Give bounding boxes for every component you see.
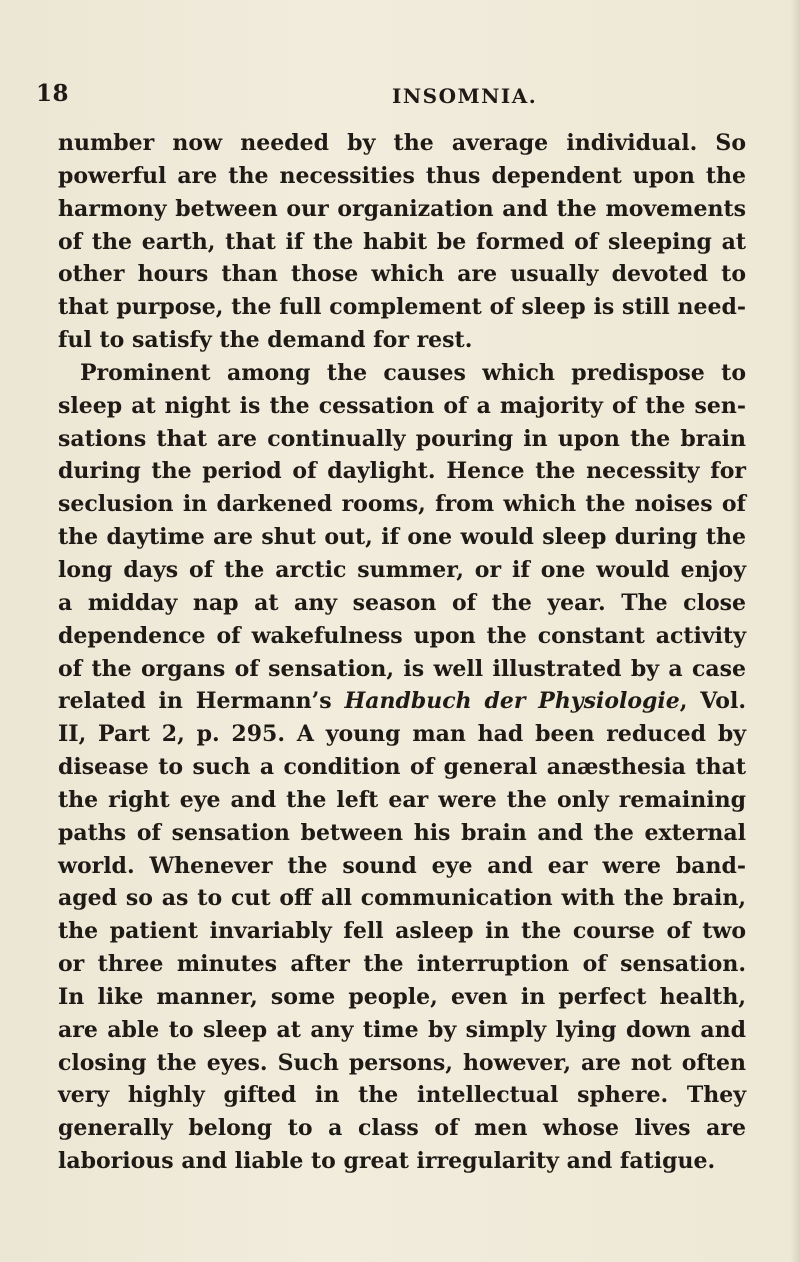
text-line: or three minutes after the interruption of sensation. [58,951,746,978]
text-line: number now needed by the average individual. So [58,130,746,156]
text-line: closing the eyes. Such persons, however, are not often [58,1049,746,1076]
page-edge-shadow [790,0,800,1262]
citation-lead: related in Hermann’s [58,688,345,715]
text-line: long days of the arctic summer, or if one would enjoy [58,556,746,583]
text-line: II, Part 2, p. 295. A young man had been reduced by [58,721,746,748]
text-line: very highly gifted in the intellectual sphere. They [58,1082,746,1109]
paragraph-start-line: Prominent among the causes which predispose to [80,359,746,386]
text-line: disease to such a condition of general anæsthesia that [58,754,746,781]
text-line: generally belong to a class of men whose lives are [58,1115,746,1142]
body-text [58,127,746,1178]
text-line: other hours than those which are usually devoted to [58,261,746,288]
text-line: a midday nap at any season of the year. The close [58,589,746,616]
page-number: 18 [36,80,70,107]
text-line: ful to satisfy the demand for rest. [58,327,473,354]
text-line: of the earth, that if the habit be formed of sleeping at [58,228,746,255]
citation-volume: , Vol. [679,688,746,715]
text-line: aged so as to cut off all communication with the brain, [58,885,746,912]
running-title: INSOMNIA. [392,84,538,108]
book-title-italic: Handbuch der Physiologie [344,688,680,715]
text-line: of the organs of sensation, is well illustrated by a case [58,655,746,682]
text-line: paths of sensation between his brain and the external [58,819,746,846]
text-line: seclusion in darkened rooms, from which the noises of [58,491,746,518]
text-line-with-citation [58,685,746,718]
page-header [36,80,766,114]
text-line: during the period of daylight. Hence the necessity for [58,458,746,485]
text-line: harmony between our organization and the movements [58,195,746,222]
text-line: sations that are continually pouring in upon the brain [58,425,746,452]
text-line: the right eye and the left ear were the only remaining [58,786,746,813]
text-line: sleep at night is the cessation of a majority of the sen- [58,392,746,419]
text-line: laborious and liable to great irregularity and fatigue. [58,1148,716,1175]
text-line: the patient invariably fell asleep in the course of two [58,918,746,945]
text-line: are able to sleep at any time by simply lying down and [58,1016,746,1043]
text-line: world. Whenever the sound eye and ear were band- [58,852,746,879]
text-line: powerful are the necessities thus dependent upon the [58,162,746,189]
text-line: dependence of wakefulness upon the constant activity [58,622,746,649]
text-line: that purpose, the full complement of sleep is still need- [58,294,746,321]
text-line: In like manner, some people, even in perfect health, [58,983,746,1010]
text-line: the daytime are shut out, if one would sleep during the [58,524,746,551]
